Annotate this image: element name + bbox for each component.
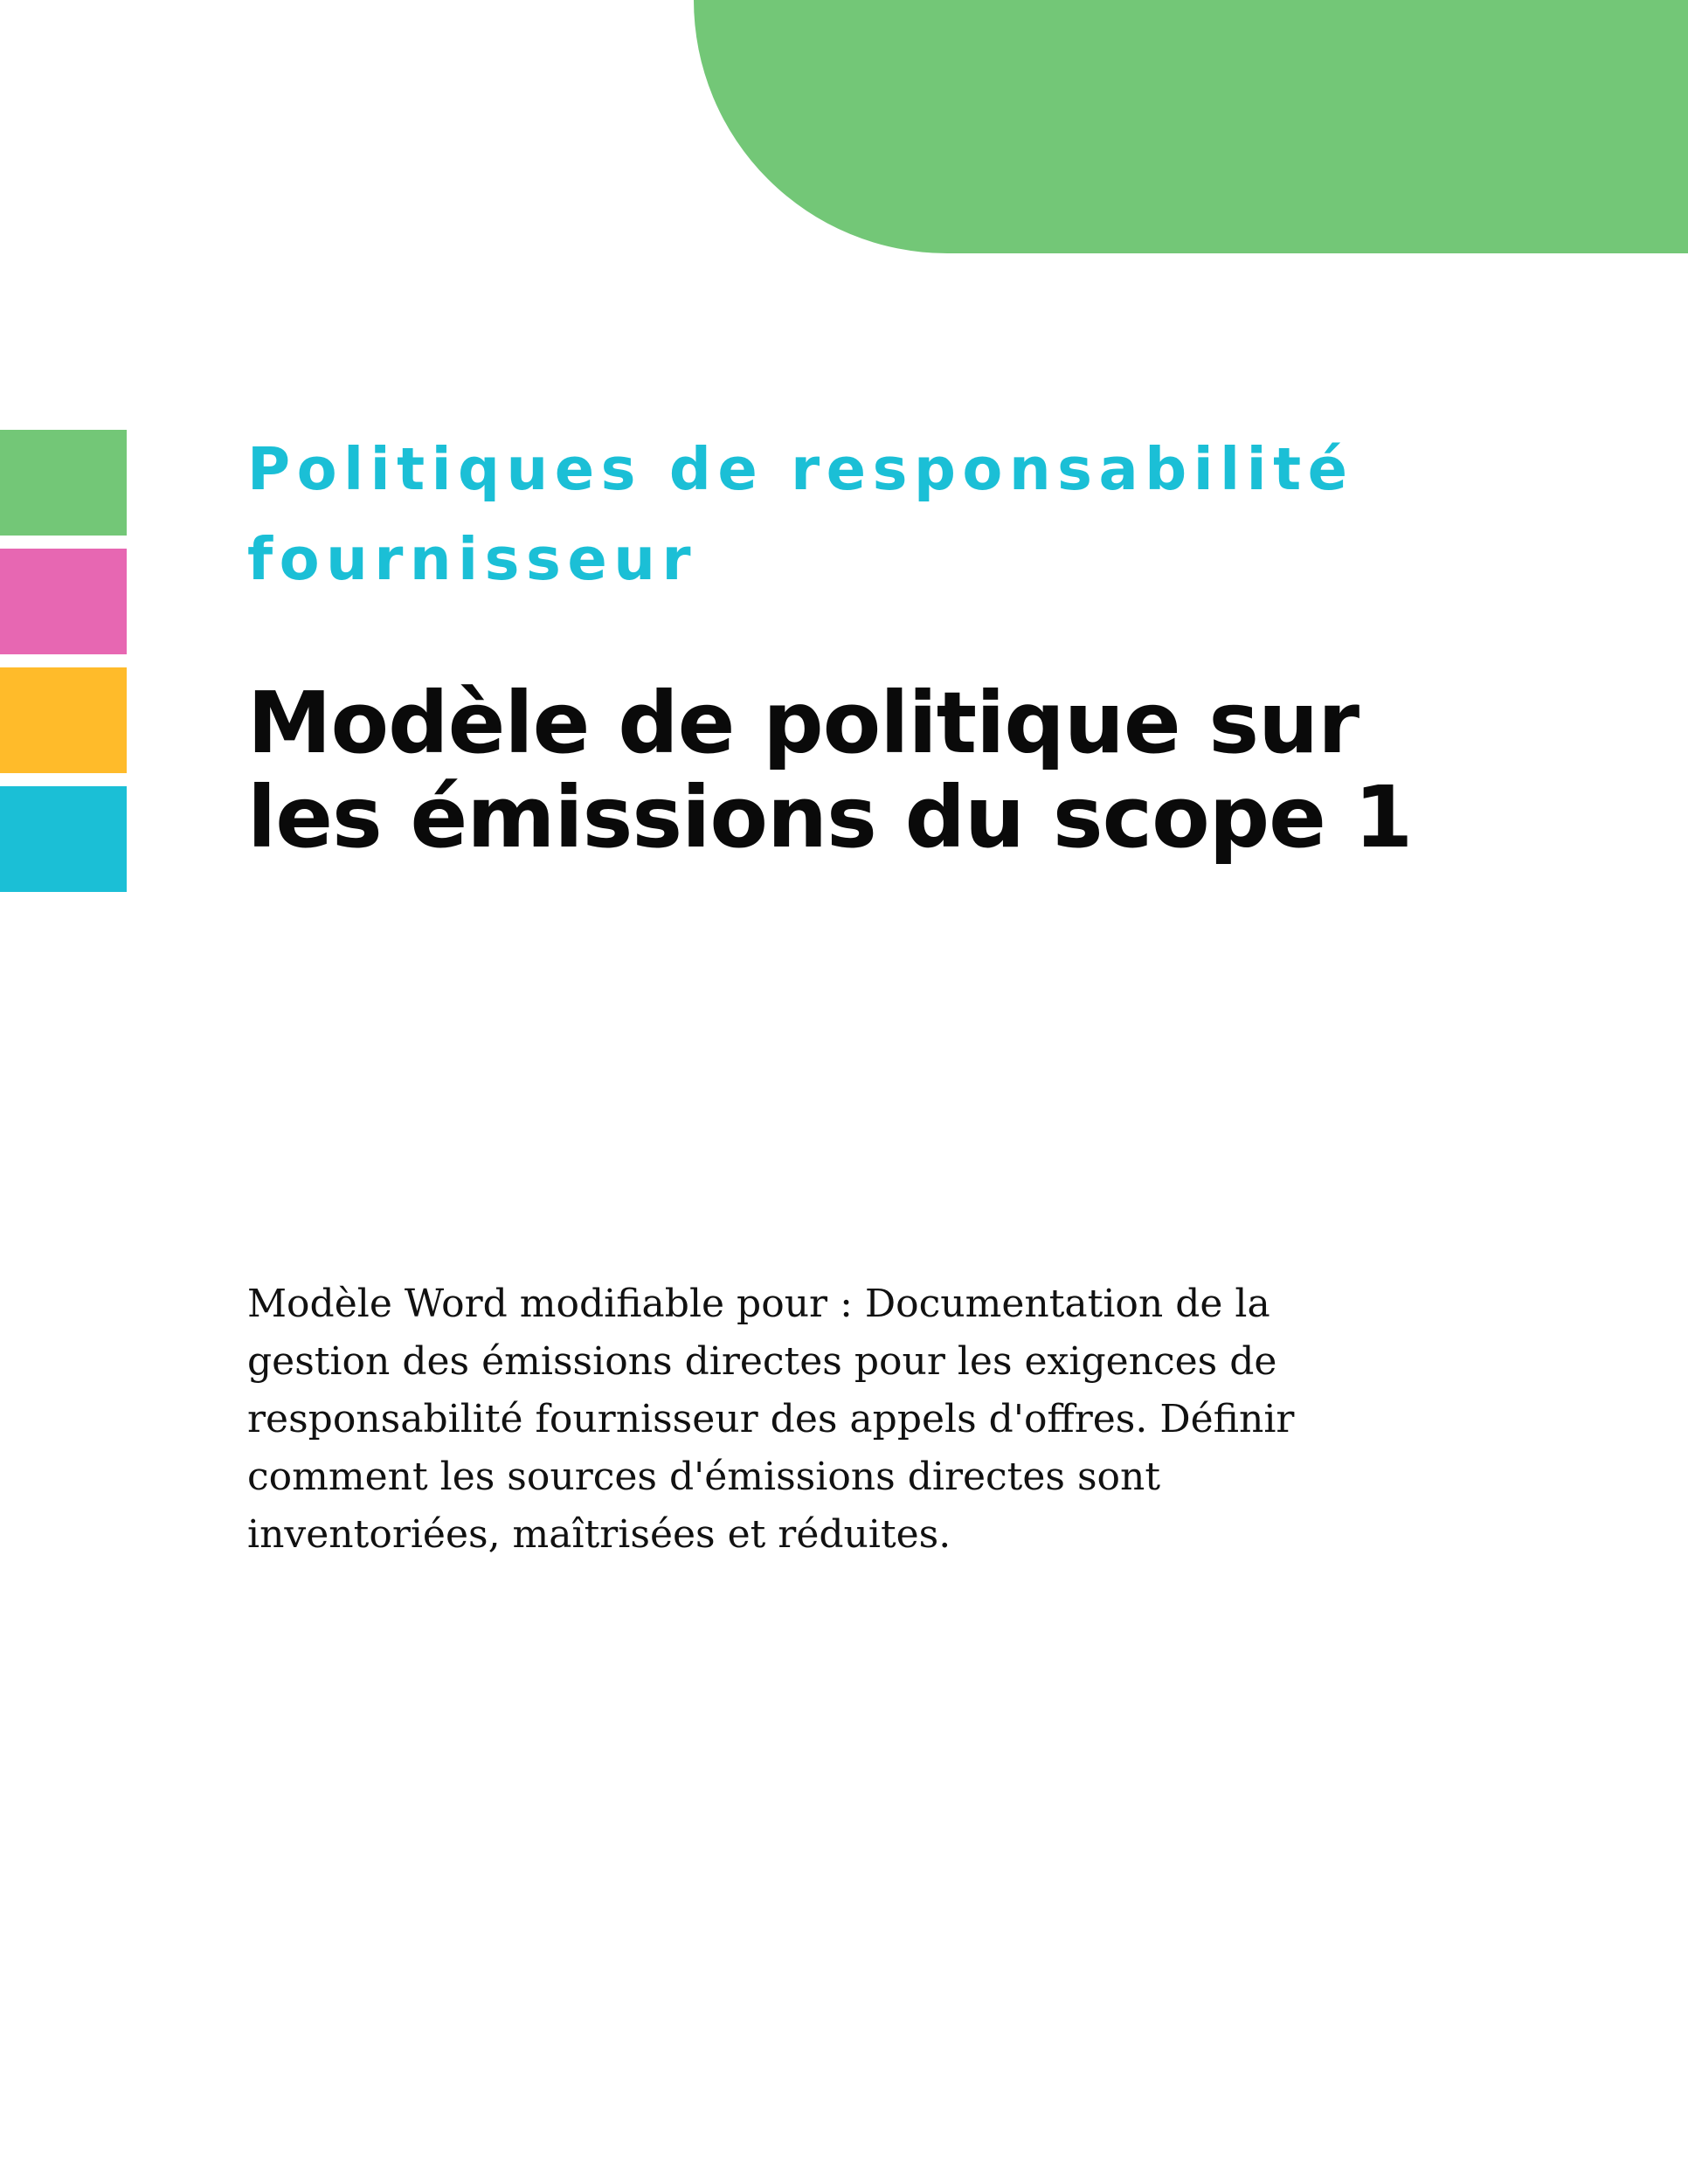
document-description [247,1275,1488,1564]
description-line-1: Modèle Word modifiable pour : Documentation de la [247,1282,1270,1326]
description-line-4: comment les sources d'émissions directes sont [247,1455,1161,1499]
subtitle-line-2: fournisseur [247,525,698,593]
subtitle-line-1: Politiques de responsabilité [247,435,1354,503]
description-line-5: inventoriées, maîtrisées et réduites. [247,1512,951,1557]
description-line-2: gestion des émissions directes pour les exigences de [247,1339,1277,1384]
side-block-cyan [0,786,127,892]
description-line-3: responsabilité fournisseur des appels d'offres. Définir [247,1397,1295,1441]
side-block-green [0,430,127,536]
side-block-orange [0,667,127,773]
side-block-pink [0,549,127,654]
top-green-banner-shape [694,0,1688,253]
document-title [247,676,1610,865]
title-line-2: les émissions du scope 1 [247,768,1413,867]
title-line-1: Modèle de politique sur [247,674,1359,772]
document-subtitle [247,425,1558,605]
